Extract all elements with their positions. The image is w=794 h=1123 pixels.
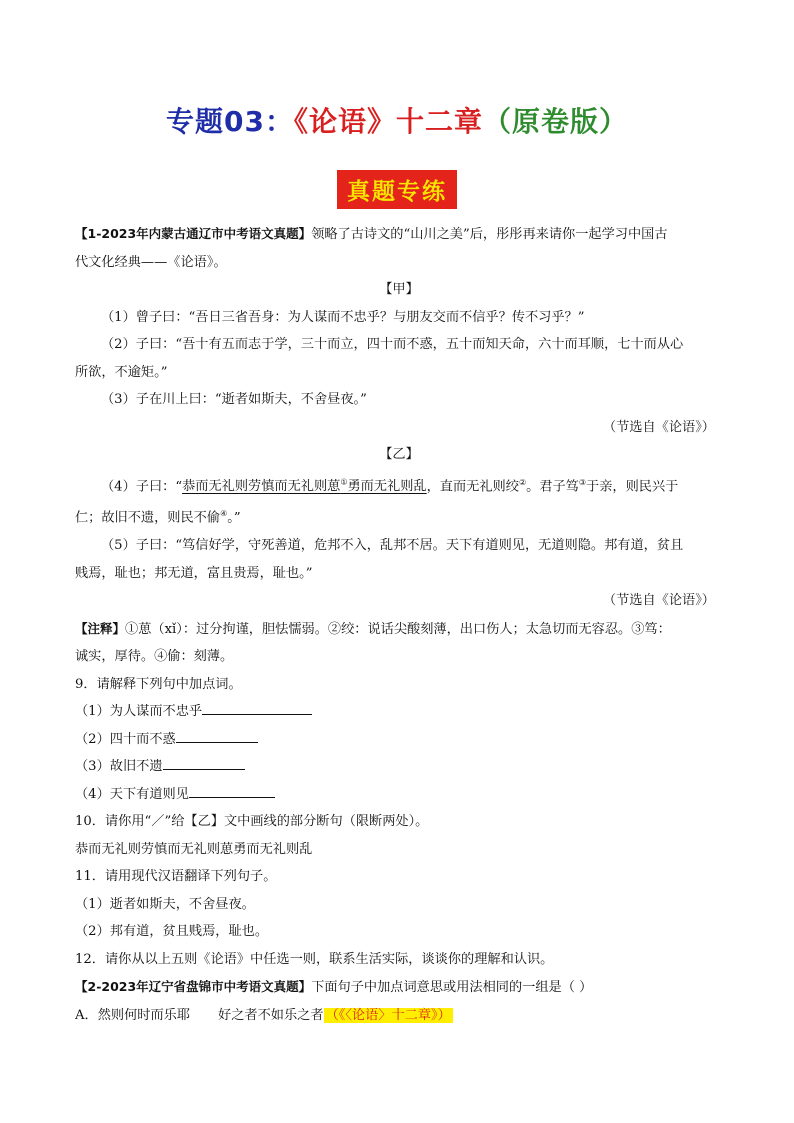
notes-line-1: ①葸（xǐ）：过分拘谨，胆怯懦弱。②绞：说话尖酸刻薄，出口伤人；太急切而无容忍。③笃： — [125, 621, 671, 637]
yi-4-mid2: 。君子笃 — [526, 478, 579, 494]
jia-item-2: （2）子曰：“吾十有五而志于学，三十而立，四十而不惑，五十而知天命，六十而耳顺，七十而从心 — [101, 337, 684, 352]
yi-source: （节选自《论语》） — [602, 593, 715, 609]
q9-item-1-text: （1）为人谋而不忠乎 — [75, 704, 203, 720]
answer-blank[interactable] — [163, 755, 245, 770]
note-ref-4: ④ — [220, 509, 228, 519]
q9-item-4-text: （4）天下有道则见 — [75, 786, 189, 802]
yi-4-underlined-a: 恭而无礼则劳慎而无礼则葸 — [182, 478, 341, 494]
title-main: 《论语》十二章 — [293, 105, 483, 138]
q11-item-1: （1）逝者如斯夫，不舍昼夜。 — [75, 896, 255, 912]
yi-heading: 【乙】 — [379, 447, 419, 462]
title-suffix: （原卷版） — [482, 105, 628, 138]
question-9: 9．请解释下列句中加点词。 — [75, 676, 242, 692]
note-ref-2: ② — [518, 477, 527, 487]
q-set2-intro — [75, 973, 723, 1002]
q-set1-source: 【1-2023年内蒙古通辽市中考语文真题】 — [75, 226, 312, 241]
intro-text: 领略了古诗文的“山川之美”后，彤彤再来请你一起学习中国古 — [311, 227, 668, 242]
q9-item-2-text: （2）四十而不惑 — [75, 731, 176, 747]
q9-item-3-text: （3）故旧不遗 — [75, 759, 163, 775]
title-prefix: 专题03： — [166, 105, 294, 138]
yi-item-4 — [75, 469, 723, 501]
q-set1-intro — [75, 220, 723, 249]
yi-4-prefix: （4）子曰：“ — [101, 478, 183, 494]
answer-blank[interactable] — [176, 728, 258, 743]
yi-4-line2a: 仁；故旧不遗，则民不偷 — [75, 510, 221, 526]
q-set2-source: 【2-2023年辽宁省盘锦市中考语文真题】 — [75, 979, 312, 995]
document-body — [75, 220, 723, 1029]
notes — [75, 615, 723, 644]
question-12: 12．请你从以上五则《论语》中任选一则，联系生活实际，谈谈你的理解和认识。 — [75, 951, 554, 967]
jia-item-2-cont: 所欲，不逾矩。” — [75, 364, 168, 380]
question-10: 10．请你用“／”给【乙】文中画线的部分断句（限断两处）。 — [75, 814, 429, 830]
yi-item-5-cont: 贱焉，耻也；邦无道，富且贵焉，耻也。” — [75, 565, 313, 581]
yi-item-4-cont — [75, 500, 723, 532]
answer-blank[interactable] — [189, 783, 275, 798]
page-title — [0, 100, 794, 140]
yi-4-end: 于亲，则民兴于 — [586, 478, 679, 494]
q11-item-2: （2）邦有道，贫且贱焉，耻也。 — [75, 924, 269, 940]
jia-item-3: （3）子在川上曰：“逝者如斯夫，不舍昼夜。” — [101, 392, 367, 407]
option-a-text-1: A．然则何时而乐耶 — [75, 1007, 191, 1023]
q9-item — [75, 781, 723, 809]
yi-4-underlined — [182, 479, 427, 494]
option-a-source-highlight: （《〈论语〉十二章》） — [325, 1007, 451, 1023]
notes-label: 【注释】 — [75, 620, 126, 636]
notes-line-2: 诚实，厚待。④偷：刻薄。 — [75, 649, 234, 665]
yi-4-line2b: 。” — [227, 510, 241, 526]
answer-blank[interactable] — [202, 700, 312, 715]
q9-item — [75, 726, 723, 754]
note-ref-1: ① — [340, 477, 348, 487]
q10-text: 恭而无礼则劳慎而无礼则葸勇而无礼则乱 — [75, 841, 313, 857]
yi-4-underlined-b: 勇而无礼则乱 — [347, 478, 427, 494]
q9-item — [75, 698, 723, 726]
option-a-text-2: 好之者不如乐之者 — [218, 1007, 324, 1023]
jia-item-1: （1）曾子曰：“吾日三省吾身：为人谋而不忠乎？与朋友交而不信乎？传不习乎？” — [101, 309, 585, 325]
q-set2-prompt: 下面句子中加点词意思或用法相同的一组是（ ） — [311, 980, 593, 996]
yi-4-mid: ，直而无礼则绞 — [426, 478, 519, 494]
note-ref-3: ③ — [578, 477, 587, 487]
question-11: 11．请用现代汉语翻译下列句子。 — [75, 869, 277, 885]
yi-item-5: （5）子曰：“笃信好学，守死善道，危邦不入，乱邦不居。天下有道则见，无道则隐。邦有道，贫且 — [101, 538, 684, 554]
q9-item — [75, 753, 723, 781]
jia-source: （节选自《论语》） — [602, 419, 715, 435]
intro-line-2: 代文化经典——《论语》。 — [75, 254, 227, 270]
section-badge: 真题专练 — [337, 170, 457, 209]
jia-heading: 【甲】 — [379, 282, 419, 297]
q-set2-option-a — [75, 1002, 723, 1030]
